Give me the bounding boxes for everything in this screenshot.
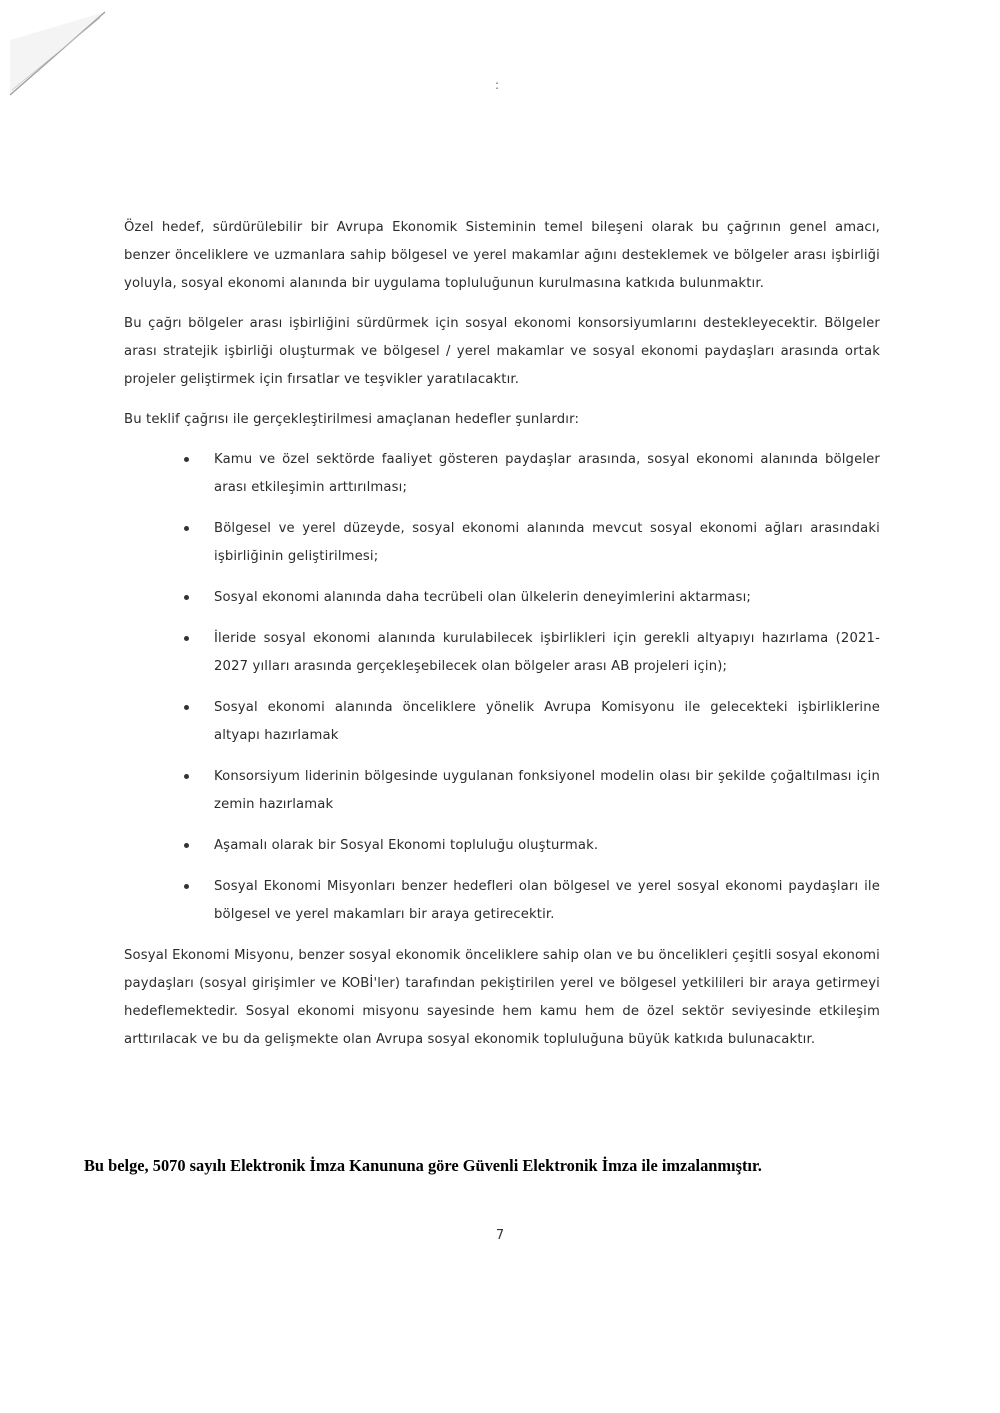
bullet-icon: [184, 595, 189, 600]
list-item: [124, 584, 880, 612]
document-body: [124, 214, 880, 1066]
bullet-icon: [184, 457, 189, 462]
bullet-icon: [184, 526, 189, 531]
e-signature-notice: Bu belge, 5070 sayılı Elektronik İmza Kanununa göre Güvenli Elektronik İmza ile imzalanmıştır.: [84, 1156, 762, 1175]
bullet-icon: [184, 884, 189, 889]
mission-paragraph: Sosyal Ekonomi Misyonu, benzer sosyal ekonomik önceliklere sahip olan ve bu öncelikleri çeşitli sosyal ekonomi paydaşları (sosyal girişimler ve KOBİ'ler) tarafından pekiştirilen yerel ve bölgesel yetkilileri bir araya getirmeyi hedeflemektedir. Sosyal ekonomi misyonu sayesinde hem kamu hem de özel sektör seviyesinde etkileşim arttırılacak ve bu da gelişmekte olan Avrupa sosyal ekonomik topluluğuna büyük katkıda bulunacaktır.: [124, 948, 880, 1047]
list-item: [124, 446, 880, 502]
scan-speck: :: [495, 78, 500, 92]
list-item-text: Sosyal ekonomi alanında önceliklere yönelik Avrupa Komisyonu ile gelecekteki işbirliklerine altyapı hazırlamak: [214, 700, 880, 743]
page-number: 7: [495, 1228, 505, 1243]
list-item-text: Sosyal Ekonomi Misyonları benzer hedefleri olan bölgesel ve yerel sosyal ekonomi paydaşları ile bölgesel ve yerel makamları bir araya getirecektir.: [214, 879, 880, 922]
objectives-list: [124, 446, 880, 929]
bullet-icon: [184, 705, 189, 710]
objectives-lead: Bu teklif çağrısı ile gerçekleştirilmesi amaçlanan hedefler şunlardır:: [124, 412, 580, 427]
list-item-text: Bölgesel ve yerel düzeyde, sosyal ekonomi alanında mevcut sosyal ekonomi ağları arasındaki işbirliğinin geliştirilmesi;: [214, 521, 880, 564]
list-item-text: Kamu ve özel sektörde faaliyet gösteren paydaşlar arasında, sosyal ekonomi alanında bölgeler arası etkileşimin arttırılması;: [214, 452, 880, 495]
list-item: [124, 625, 880, 681]
list-item-text: Aşamalı olarak bir Sosyal Ekonomi topluluğu oluşturmak.: [214, 838, 599, 853]
list-item: [124, 832, 880, 860]
list-item-text: Sosyal ekonomi alanında daha tecrübeli olan ülkelerin deneyimlerini aktarması;: [214, 590, 751, 605]
list-item-text: İleride sosyal ekonomi alanında kurulabilecek işbirlikleri için gerekli altyapıyı hazırlama (2021- 2027 yılları arasında gerçekleşebilecek olan bölgeler arası AB projeleri için);: [214, 631, 880, 674]
bullet-icon: [184, 774, 189, 779]
consortium-paragraph: Bu çağrı bölgeler arası işbirliğini sürdürmek için sosyal ekonomi konsorsiyumlarını destekleyecektir. Bölgeler arası stratejik işbirliği oluşturmak ve bölgesel / yerel makamlar ve sosyal ekonomi paydaşları arasında ortak projeler geliştirmek için fırsatlar ve teşvikler yaratılacaktır.: [124, 316, 880, 387]
folded-corner-mark: [0, 0, 120, 110]
bullet-icon: [184, 843, 189, 848]
list-item: [124, 694, 880, 750]
list-item: [124, 515, 880, 571]
list-item: [124, 873, 880, 929]
list-item-text: Konsorsiyum liderinin bölgesinde uygulanan fonksiyonel modelin olası bir şekilde çoğaltılması için zemin hazırlamak: [214, 769, 880, 812]
intro-paragraph: Özel hedef, sürdürülebilir bir Avrupa Ekonomik Sisteminin temel bileşeni olarak bu çağrının genel amacı, benzer önceliklere ve uzmanlara sahip bölgesel ve yerel makamlar ağını desteklemek ve bölgeler arası işbirliği yoluyla, sosyal ekonomi alanında bir uygulama topluluğunun kurulmasına katkıda bulunmaktır.: [124, 220, 880, 291]
bullet-icon: [184, 636, 189, 641]
list-item: [124, 763, 880, 819]
